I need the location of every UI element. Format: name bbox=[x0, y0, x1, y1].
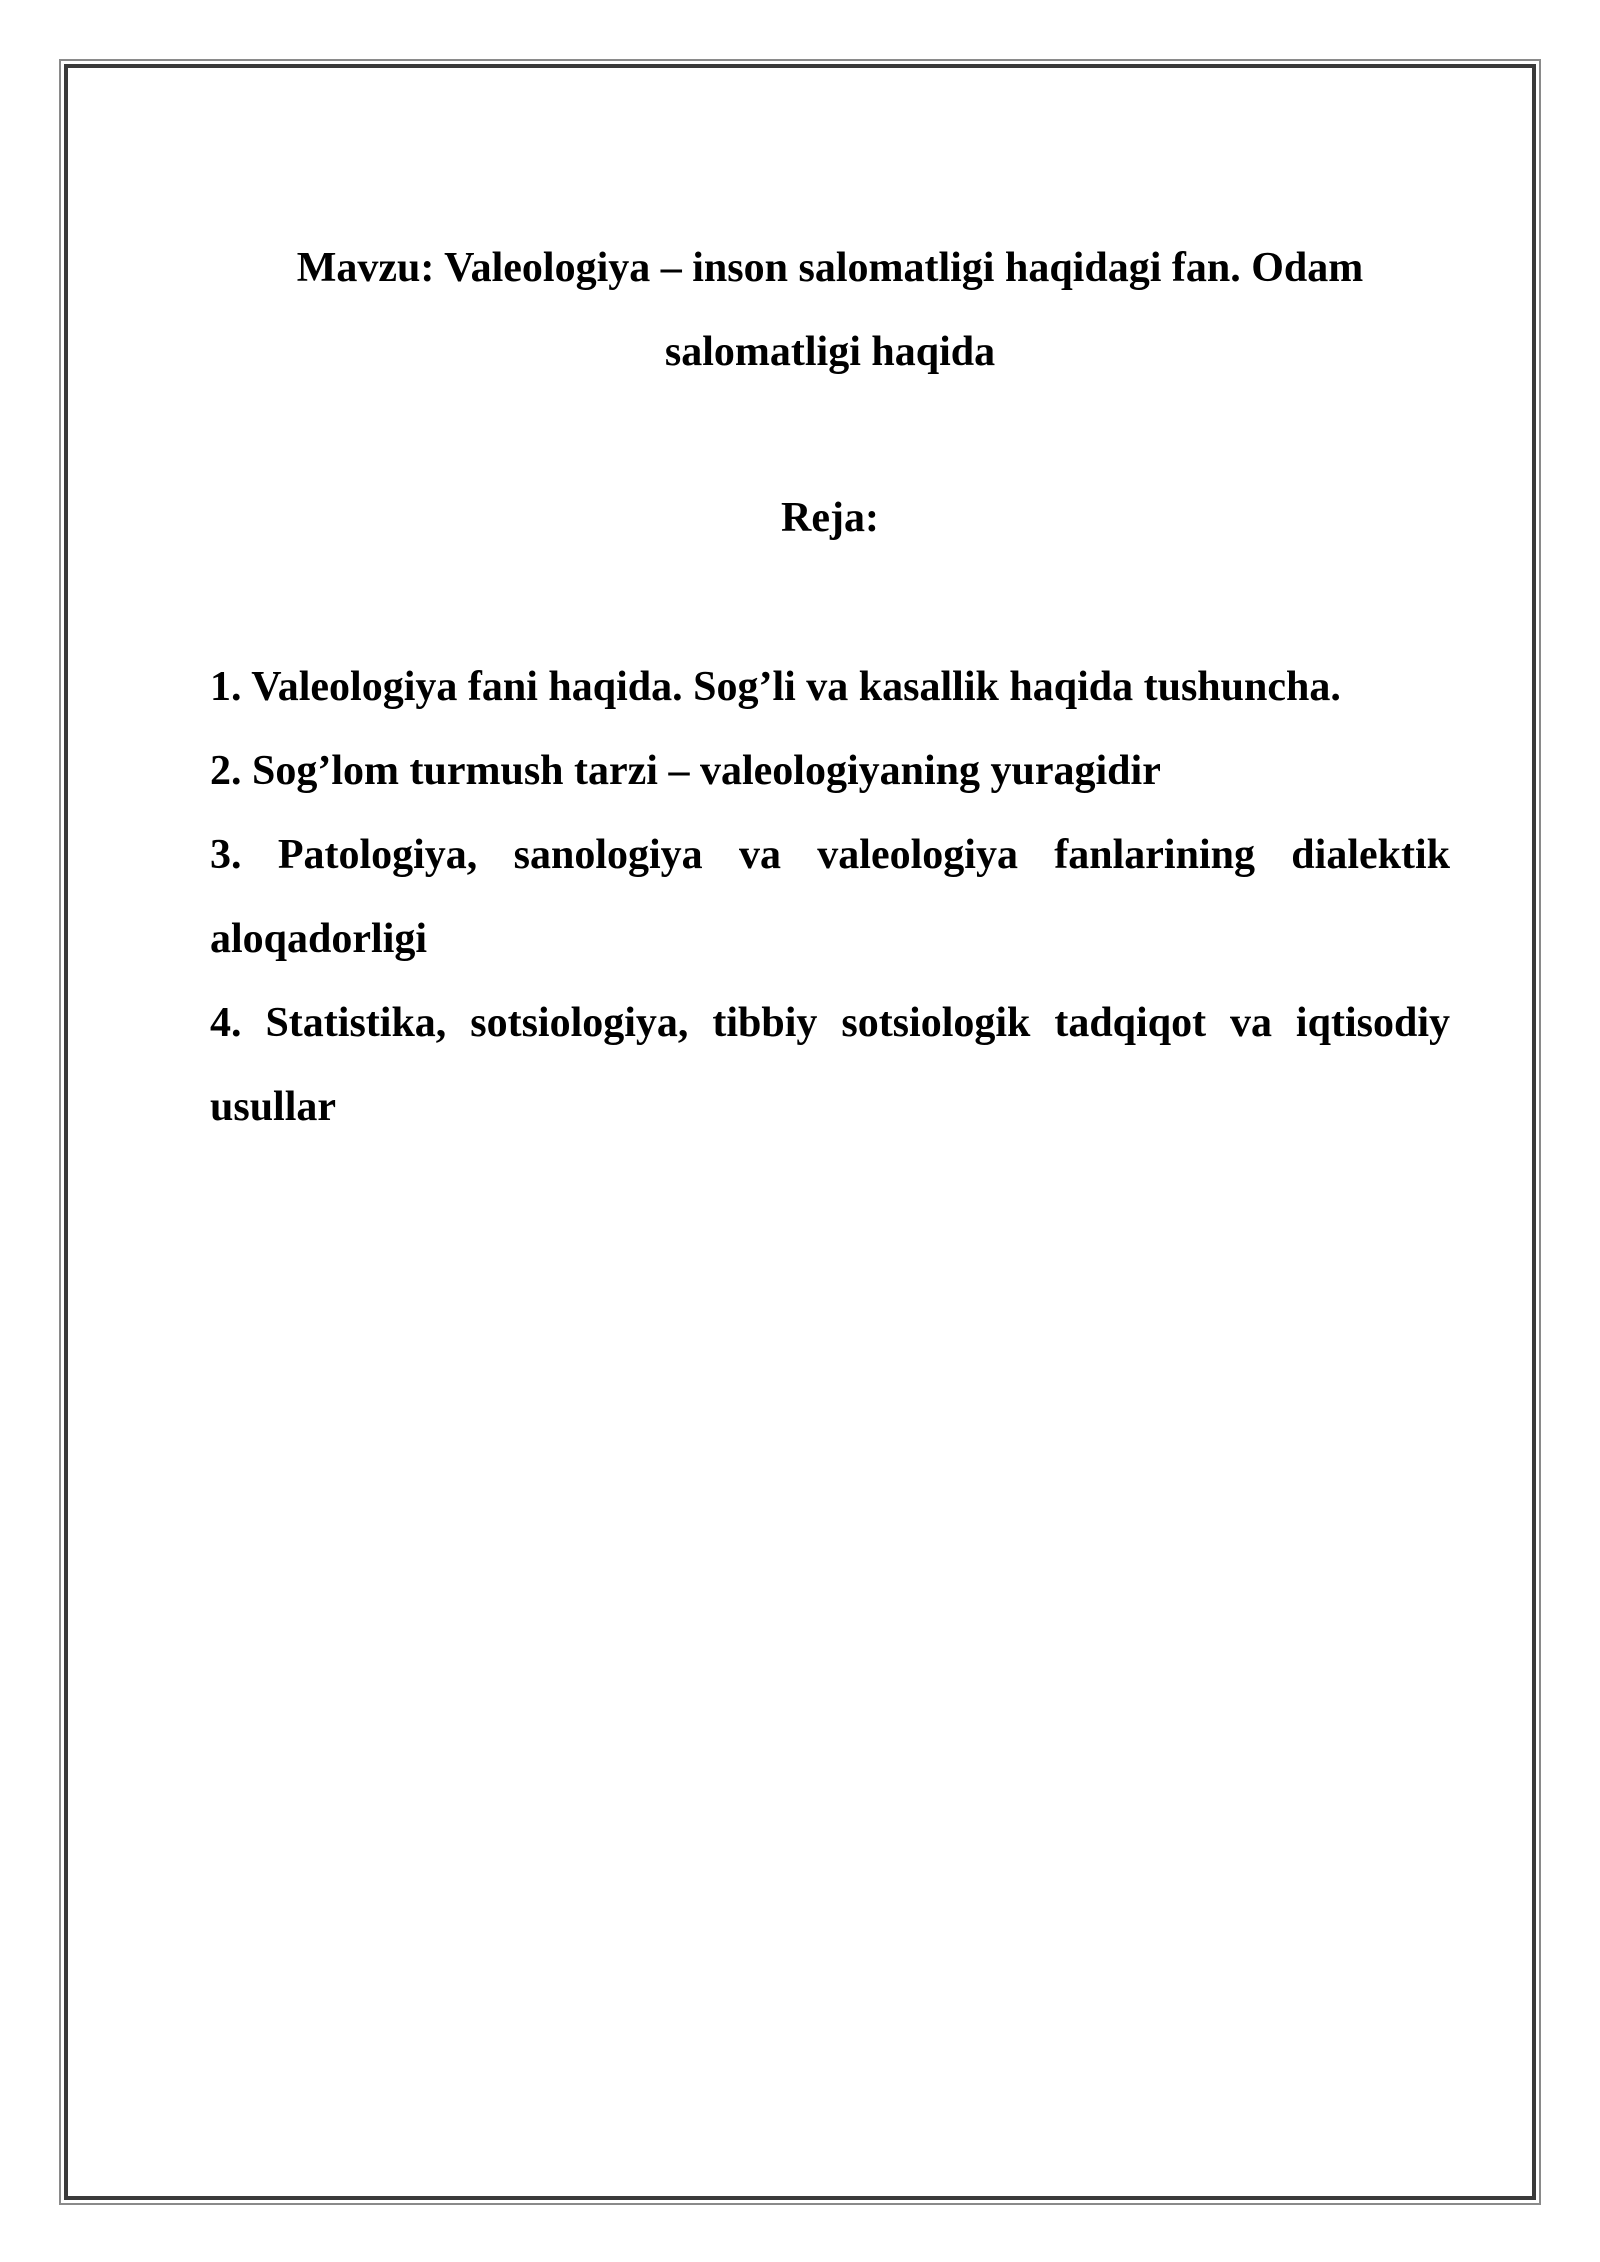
document-title: Mavzu: Valeologiya – inson salomatligi haqidagi fan. Odam salomatligi haqida bbox=[296, 245, 1364, 375]
plan-item-3: 3. Patologiya, sanologiya va valeologiya fanlarining dialektik aloqadorligi bbox=[210, 832, 1450, 962]
plan-item-2: 2. Sog’lom turmush tarzi – valeologiyaning yuragidir bbox=[210, 748, 1161, 794]
plan-item-1: 1. Valeologiya fani haqida. Sog’li va kasallik haqida tushuncha. bbox=[210, 664, 1341, 710]
plan-heading: Reja: bbox=[781, 495, 879, 541]
plan-item-4: 4. Statistika, sotsiologiya, tibbiy sotsiologik tadqiqot va iqtisodiy usullar bbox=[210, 1000, 1450, 1130]
plan-list bbox=[210, 645, 1450, 1149]
